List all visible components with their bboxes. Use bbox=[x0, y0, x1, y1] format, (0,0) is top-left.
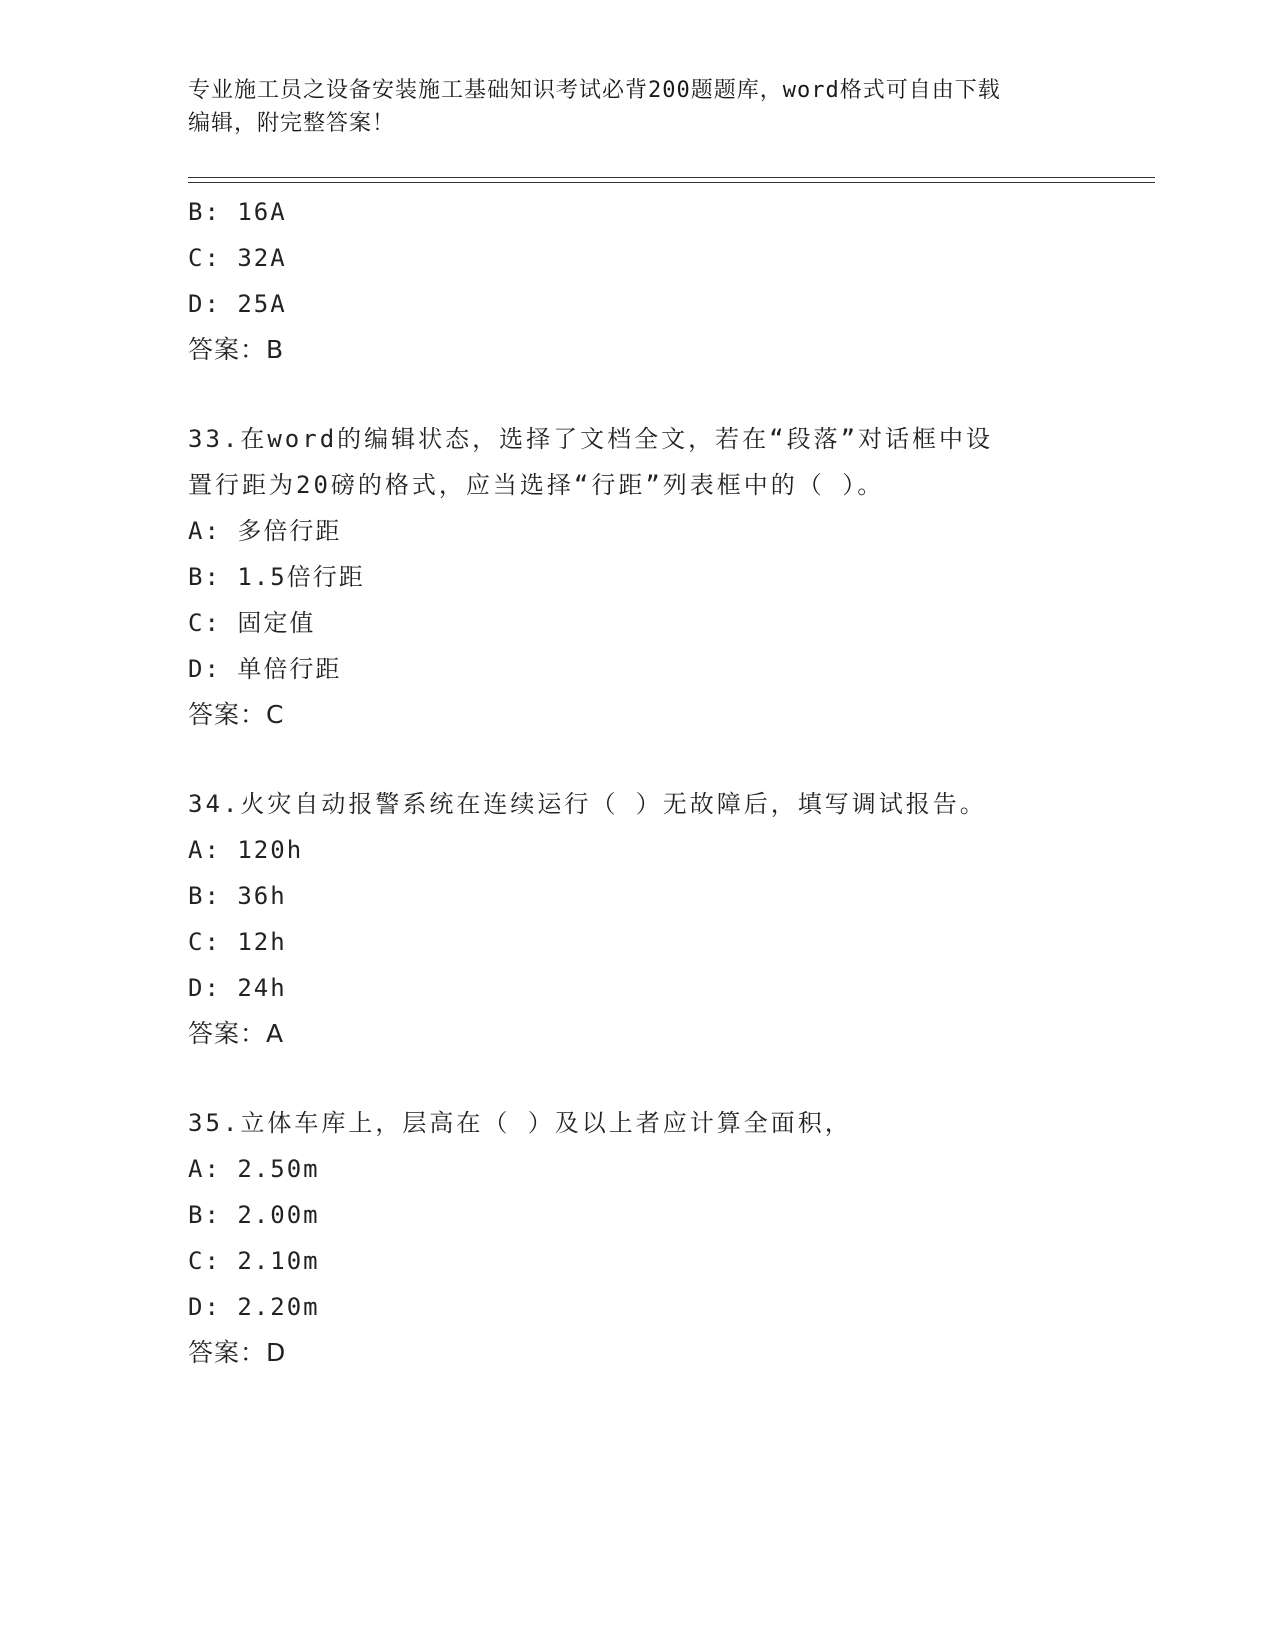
option-b: B: 1.5倍行距 bbox=[188, 563, 365, 591]
question-35 bbox=[188, 1100, 1148, 1376]
spacer bbox=[188, 738, 1148, 781]
question-text-line-1: 35.立体车库上，层高在（ ）及以上者应计算全面积， bbox=[188, 1109, 852, 1137]
answer-line: 答案：B bbox=[188, 335, 285, 364]
option-b: B: 16A bbox=[188, 198, 287, 226]
option-c: C: 32A bbox=[188, 244, 287, 272]
option-d: D: 24h bbox=[188, 974, 287, 1002]
option-a: A: 多倍行距 bbox=[188, 517, 342, 545]
option-d: D: 单倍行距 bbox=[188, 655, 342, 683]
header-title-line-1: 专业施工员之设备安装施工基础知识考试必背200题题库，word格式可自由下载 bbox=[188, 78, 1001, 103]
question-33 bbox=[188, 416, 1148, 738]
option-d: D: 25A bbox=[188, 290, 287, 318]
answer-line: 答案：C bbox=[188, 700, 285, 729]
option-c: C: 12h bbox=[188, 928, 287, 956]
option-a: A: 2.50m bbox=[188, 1155, 320, 1183]
spacer bbox=[188, 373, 1148, 416]
header-divider-bottom bbox=[188, 182, 1155, 183]
answer-line: 答案：A bbox=[188, 1019, 285, 1048]
question-text-line-2: 置行距为20磅的格式，应当选择“行距”列表框中的（ ）。 bbox=[188, 471, 885, 499]
question-list bbox=[188, 189, 1148, 1376]
option-c: C: 固定值 bbox=[188, 609, 316, 637]
question-text-line-1: 33.在word的编辑状态，选择了文档全文，若在“段落”对话框中设 bbox=[188, 425, 994, 453]
option-a: A: 120h bbox=[188, 836, 304, 864]
document-header bbox=[188, 74, 1088, 140]
option-d: D: 2.20m bbox=[188, 1293, 320, 1321]
header-title-line-2: 编辑，附完整答案！ bbox=[188, 111, 396, 136]
option-c: C: 2.10m bbox=[188, 1247, 320, 1275]
answer-line: 答案：D bbox=[188, 1338, 287, 1367]
question-text-line-1: 34.火灾自动报警系统在连续运行（ ）无故障后，填写调试报告。 bbox=[188, 790, 987, 818]
option-b: B: 2.00m bbox=[188, 1201, 320, 1229]
spacer bbox=[188, 1057, 1148, 1100]
header-divider-top bbox=[188, 177, 1155, 178]
question-34 bbox=[188, 781, 1148, 1057]
previous-question-block bbox=[188, 189, 1148, 373]
option-b: B: 36h bbox=[188, 882, 287, 910]
